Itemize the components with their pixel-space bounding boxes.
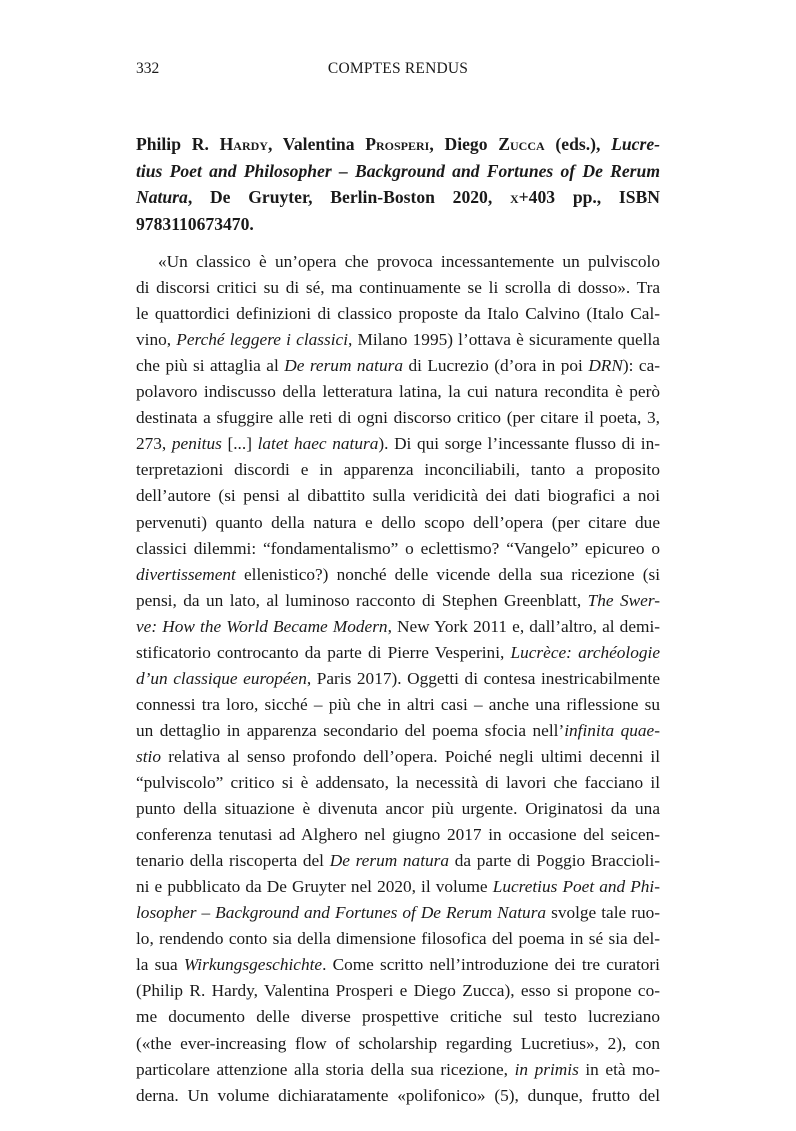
text-run: Lucrèce: archéologie (510, 642, 660, 662)
heading-line (136, 184, 660, 211)
body-line (136, 1083, 660, 1109)
text-run: le quattordici definizioni di classico proposte da Italo Calvino (Italo Cal- (136, 304, 660, 324)
text-run: De rerum natura (284, 356, 403, 376)
body-line (136, 1057, 660, 1083)
text-run: , Valentina (267, 134, 366, 154)
body-line (136, 900, 660, 926)
body-line (136, 301, 660, 327)
text-run: conferenza tenutasi ad Alghero nel giugno 2017 in occasione del seicen- (136, 825, 660, 845)
body-line (136, 848, 660, 874)
body-line (136, 327, 660, 353)
text-run: ellenistico?) nonché delle vicende della sua ricezione (si (235, 564, 660, 584)
text-run: («the ever-increasing flow of scholarship regarding Lucretius», 2), con (136, 1033, 660, 1053)
text-run: DRN (588, 356, 623, 376)
body-line (136, 562, 660, 588)
text-run: Lucre- (611, 134, 660, 154)
text-run: ). Di qui sorge l’incessante flusso di in- (378, 434, 660, 454)
text-run: 9783110673470. (136, 213, 254, 234)
text-run: Zucca (498, 134, 545, 154)
text-run: tenario della riscoperta del (136, 851, 330, 871)
text-run: Wirkungsgeschichte (183, 955, 323, 975)
body-line (136, 692, 660, 718)
text-run: connessi tra loro, sicché – più che in altri casi – anche una riflessione su (136, 694, 660, 714)
text-run: De rerum natura (329, 851, 450, 871)
body-line (136, 978, 660, 1004)
text-run: particolare attenzione alla storia della sua ricezione, (136, 1059, 515, 1079)
text-run: Natura (136, 187, 188, 207)
text-run: , Milano 1995) l’ottava è sicuramente quella (348, 330, 660, 350)
text-run: classici dilemmi: “fondamentalismo” o eclettismo? “Vangelo” epicureo o (136, 538, 660, 558)
text-run: latet haec natura (257, 434, 379, 454)
text-run: un dettaglio in apparenza secondario del poema sfocia nell’ (136, 720, 565, 740)
text-run: “pulviscolo” critico si è addensato, la necessità di lavori che facciano il (136, 773, 660, 792)
heading-line (136, 158, 660, 185)
body-line (136, 510, 660, 536)
text-run: polavoro indiscusso della letteratura latina, la cui natura recondita è però (136, 382, 660, 402)
running-title: COMPTES RENDUS (327, 60, 469, 77)
body-line (136, 744, 660, 770)
body-line (136, 431, 660, 457)
heading-line (136, 131, 660, 158)
text-run: relativa al senso profondo dell’opera. Poiché negli ultimi decenni il (160, 746, 660, 766)
running-head (136, 58, 660, 80)
text-run: (eds.), (544, 134, 612, 154)
text-run: ve: How the World Became Modern (136, 616, 388, 636)
text-run: infinita quae- (564, 720, 660, 740)
body-line (136, 483, 660, 509)
body-line (136, 874, 660, 900)
text-run: [...] (221, 434, 258, 454)
text-run: Perché leggere i classici (176, 330, 348, 350)
text-run: lo, rendendo conto sia della dimensione filosofica del poema in sé sia del- (136, 929, 660, 949)
text-run: , De Gruyter, Berlin-Boston 2020, (187, 187, 510, 207)
body-line (136, 1031, 660, 1057)
body-line (136, 718, 660, 744)
text-run: Hardy (219, 134, 268, 154)
body-line (136, 770, 660, 796)
text-run: , Diego (429, 134, 499, 154)
body-line (136, 952, 660, 978)
text-run: destinata a sfuggire alle reti di ogni discorso critico (per citare il poeta, 3, (136, 408, 660, 428)
text-run: terpretazioni discordi e in apparenza inconciliabili, tanto a proposito (136, 460, 660, 480)
body-line (136, 666, 660, 692)
text-run: di Lucrezio (d’ora in poi (402, 356, 589, 376)
text-run: (Philip R. Hardy, Valentina Prosperi e Diego Zucca), esso si propone co- (136, 981, 660, 1001)
body-line (136, 275, 660, 301)
text-run: losopher – Background and Fortunes of De Rerum Natura (136, 903, 547, 923)
text-run: 273, (136, 434, 172, 454)
text-run: pensi, da un lato, al luminoso racconto di Stephen Greenblatt, (136, 590, 588, 610)
body-line (136, 796, 660, 822)
text-run: penitus (171, 434, 222, 454)
text-run: vino, (136, 330, 177, 350)
text-run: da parte di Poggio Braccioli- (449, 851, 660, 871)
text-run: Lucretius Poet and Phi- (492, 877, 660, 897)
text-run: d’un classique européen (136, 668, 307, 688)
body-line (136, 536, 660, 562)
text-run: The Swer- (587, 590, 660, 610)
text-run: x (509, 187, 519, 207)
body-line (136, 405, 660, 431)
text-run: ni e pubblicato da De Gruyter nel 2020, il volume (136, 877, 493, 897)
text-run: ): ca- (622, 356, 660, 376)
text-run: di discorsi critici su di sé, ma continuamente se li scrolla di dosso». Tra (136, 278, 660, 298)
body-line (136, 640, 660, 666)
body-line (136, 1004, 660, 1030)
text-run: stio (136, 746, 161, 766)
text-run: . Come scritto nell’introduzione dei tre curatori (322, 955, 660, 975)
text-run: , Paris 2017). Oggetti di contesa inestricabilmente (306, 668, 661, 688)
text-run: me documento delle diverse prospettive critiche sul testo lucreziano (136, 1007, 660, 1027)
text-run: stificatorio controcanto da parte di Pierre Vesperini, (136, 642, 511, 662)
body-line (136, 249, 660, 275)
text-run: svolge tale ruo- (546, 903, 660, 923)
text-run: tius Poet and Philosopher – Background and Fortunes of De Rerum (136, 160, 660, 181)
heading-line (136, 211, 660, 238)
text-run: «Un classico è un’opera che provoca incessantemente un pulviscolo (158, 252, 660, 271)
text-run: punto della situazione è divenuta ancor più urgente. Originatosi da una (136, 799, 660, 819)
body-line (136, 588, 660, 614)
page-number: 332 (136, 60, 160, 77)
text-run: in primis (514, 1059, 579, 1079)
text-run: pervenuti) quanto della natura e dello scopo dell’opera (per citare due (136, 512, 660, 532)
body-line (136, 926, 660, 952)
text-run: , New York 2011 e, dall’altro, al demi- (387, 616, 660, 636)
text-run: in età mo- (578, 1059, 660, 1079)
text-run: che più si attaglia al (136, 356, 285, 376)
text-run: divertissement (136, 564, 236, 584)
body-line (136, 353, 660, 379)
body-line (136, 614, 660, 640)
body-line (136, 822, 660, 848)
text-run: Prosperi (365, 134, 430, 154)
text-run: la sua (136, 955, 184, 975)
text-run: Philip R. (136, 134, 220, 154)
text-run: derna. Un volume dichiaratamente «polifonico» (5), dunque, frutto del (136, 1085, 660, 1105)
text-run: +403 pp., ISBN (518, 187, 660, 207)
body-line (136, 457, 660, 483)
body-line (136, 379, 660, 405)
text-run: dell’autore (si pensi al dibattito sulla veridicità dei dati biografici a noi (136, 486, 660, 506)
